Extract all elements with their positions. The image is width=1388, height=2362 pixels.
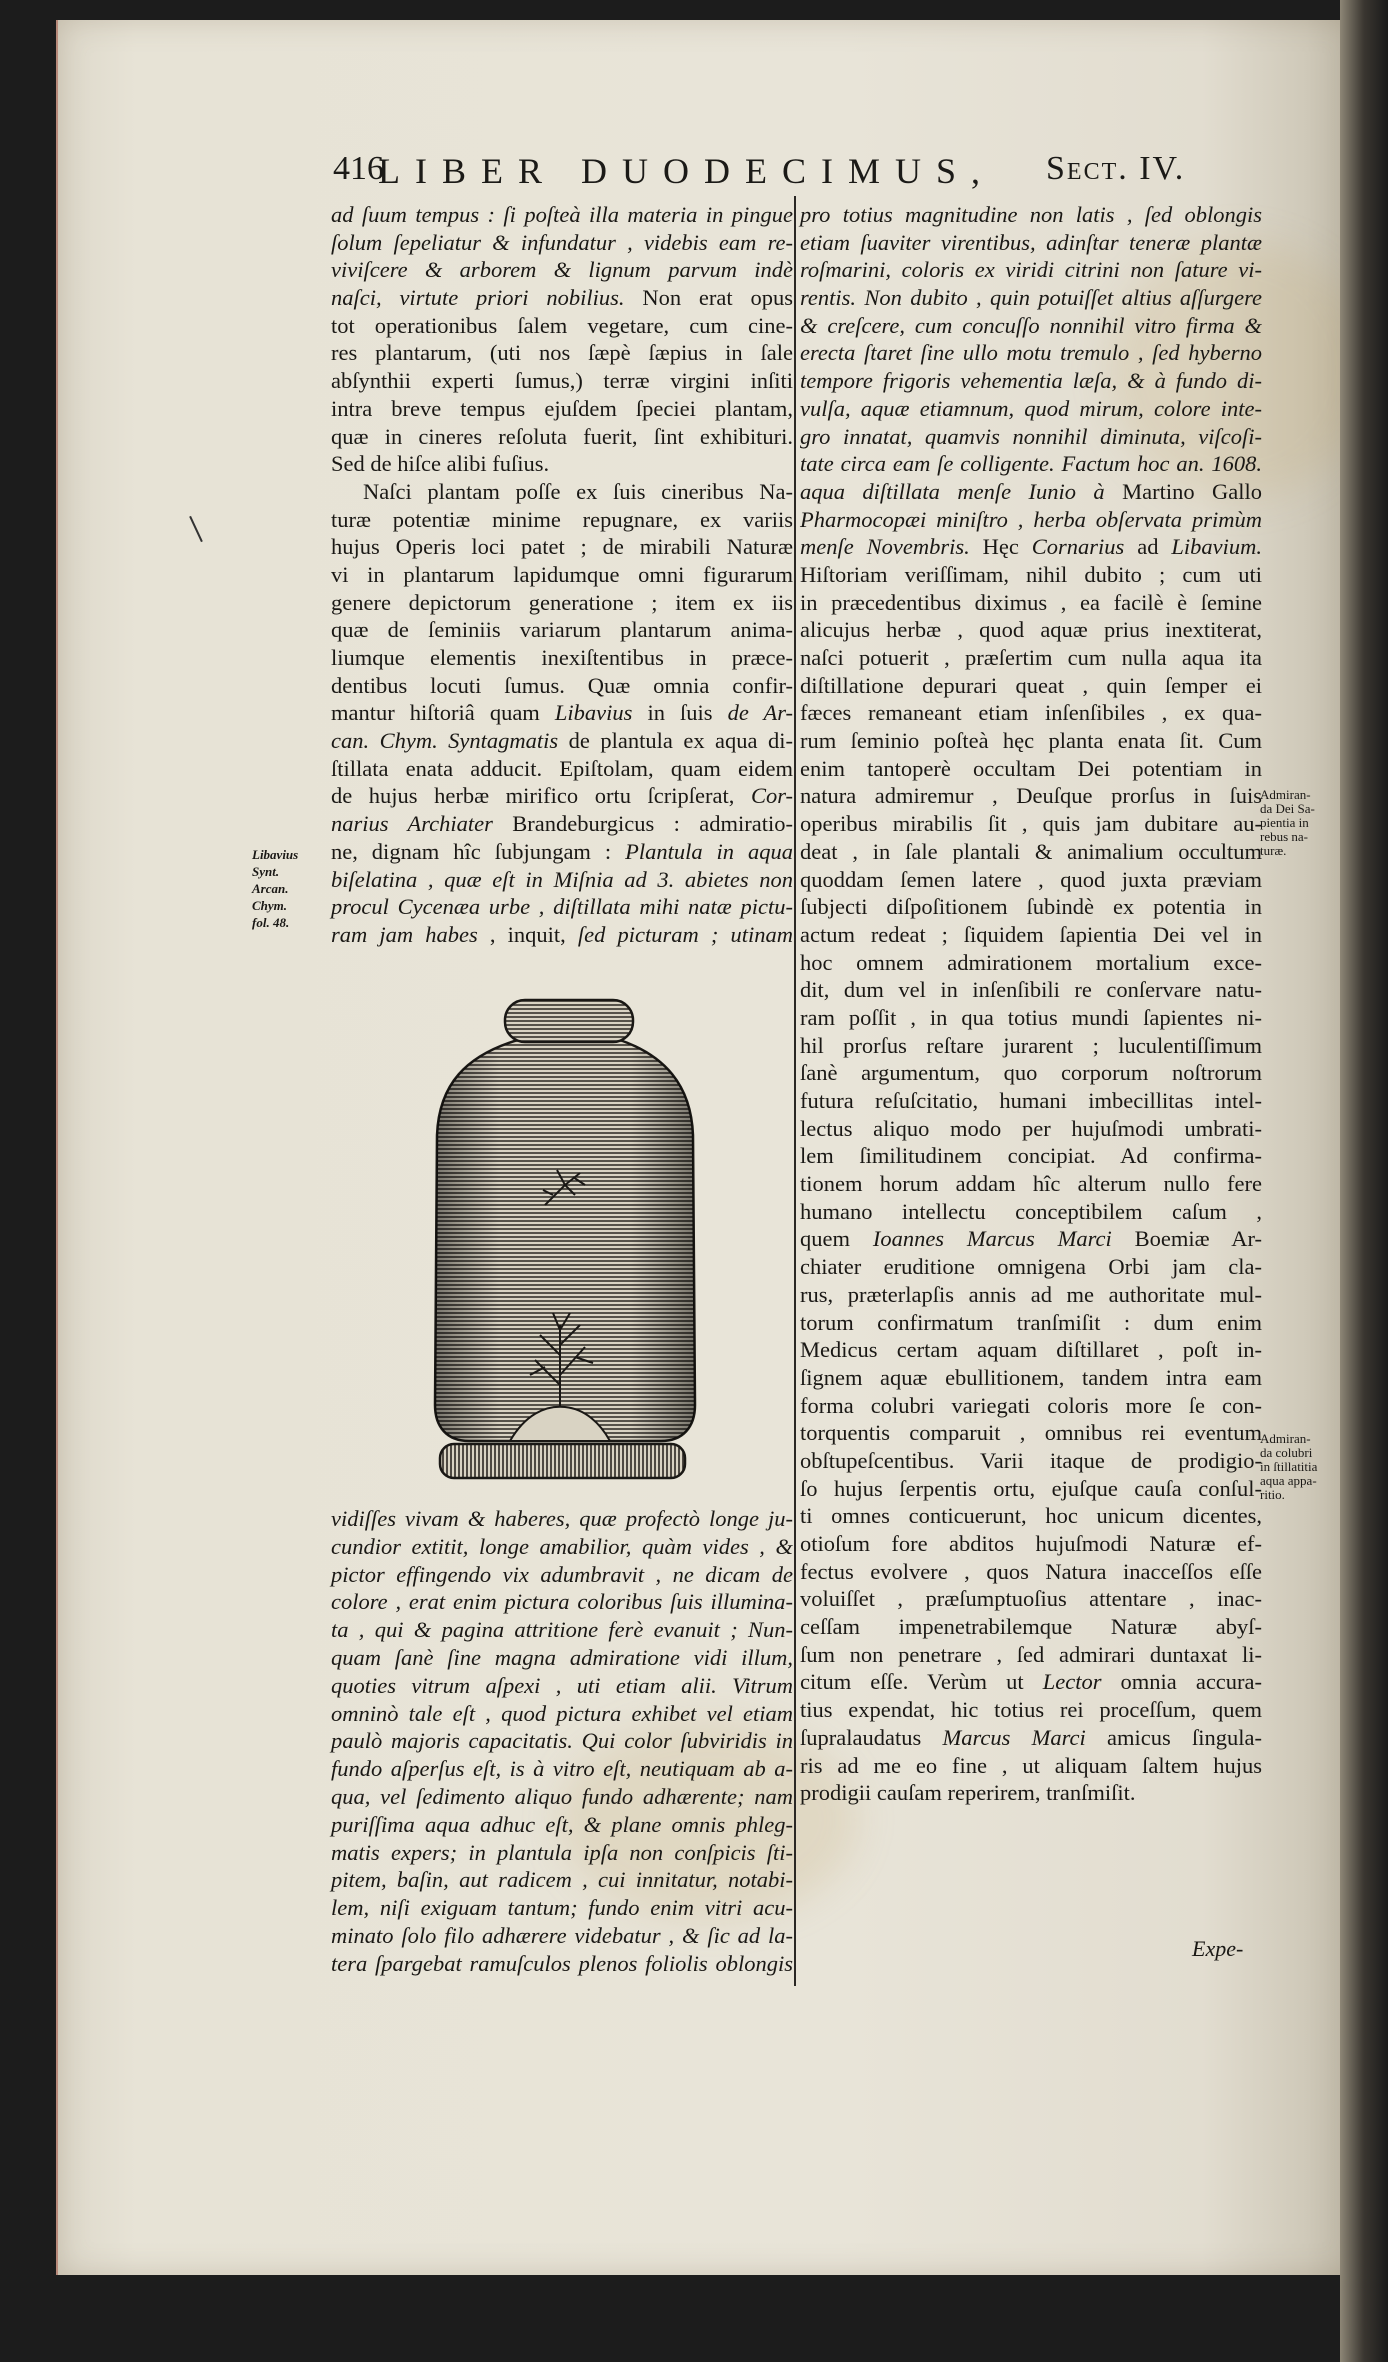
margin-note-line: Chym. — [252, 898, 288, 913]
italic-text: biſelatina , quæ eſt in Miſnia ad 3. abietes non — [331, 866, 793, 892]
text-line — [331, 1866, 793, 1894]
text-line — [800, 561, 1262, 589]
text-line — [331, 782, 793, 810]
text-line — [331, 1505, 793, 1533]
text-line — [331, 533, 793, 561]
roman-text: dentibus locuti ſumus. Quæ omnia confir- — [331, 672, 793, 698]
text-line — [800, 976, 1262, 1004]
roman-text: humano intellectu conceptibilem caſum , — [800, 1198, 1262, 1224]
text-line — [800, 1087, 1262, 1115]
text-line — [331, 644, 793, 672]
text-line — [800, 1502, 1262, 1530]
text-line — [331, 866, 793, 894]
text-line — [800, 423, 1262, 451]
italic-text: cundior extitit, longe amabilior, quàm vides , & — [331, 1533, 793, 1559]
roman-text: dit, dum vel in inſenſibili re conſervare natu- — [800, 977, 1262, 1003]
roman-text: torum confirmatum tranſmiſit : dum enim — [800, 1309, 1262, 1335]
text-line — [800, 1225, 1262, 1253]
roman-text: ad — [1124, 534, 1172, 560]
text-line — [331, 1755, 793, 1783]
jar-illustration — [425, 995, 705, 1485]
margin-note-line: in ſtillatitia — [1260, 1459, 1318, 1474]
roman-text: ris ad me eo fine , ut aliquam ſaltem hujus — [800, 1752, 1262, 1778]
italic-text: naſci, virtute priori nobilius. — [331, 285, 625, 311]
italic-text: puriſſima aqua adhuc eſt, & plane omnis phleg- — [331, 1811, 793, 1837]
roman-text: natura admiremur , Deuſque prorſus in ſuis — [800, 783, 1262, 809]
roman-text: amicus ſingula- — [1085, 1724, 1262, 1750]
text-line — [800, 1253, 1262, 1281]
text-line — [800, 1558, 1262, 1586]
jar-lid — [505, 1000, 633, 1042]
text-line — [331, 810, 793, 838]
text-line — [800, 893, 1262, 921]
text-line — [331, 921, 793, 949]
roman-text: Boemiæ Ar- — [1111, 1226, 1263, 1252]
roman-text: genere depictorum generatione ; item ex iis — [331, 589, 793, 615]
text-line — [800, 395, 1262, 423]
roman-text: fectus evolvere , quos Natura inacceſſos eſſe — [800, 1558, 1262, 1584]
text-line — [800, 616, 1262, 644]
text-line — [800, 256, 1262, 284]
text-line — [800, 1142, 1262, 1170]
roman-text: Medicus certam aquam diſtillaret , poſt in- — [800, 1337, 1262, 1363]
roman-text: deat , in ſale plantali & animalium occultum — [800, 838, 1262, 864]
italic-text: erecta ſtaret ſine ullo motu tremulo , ſed hyberno — [800, 340, 1262, 366]
text-line — [800, 782, 1262, 810]
roman-text: tionem horum addam hîc alterum nullo fere — [800, 1171, 1262, 1197]
roman-text: in ſuis — [632, 700, 728, 726]
roman-text: ceſſam impenetrabilemque Naturæ abyſ- — [800, 1614, 1262, 1640]
text-line — [331, 1727, 793, 1755]
text-line — [800, 478, 1262, 506]
italic-text: menſe Novembris. — [800, 534, 970, 560]
italic-text: & creſcere, cum concuſſo nonnihil vitro firma & — [800, 312, 1262, 338]
roman-text: res plantarum, (uti nos ſæpè ſæpius in ſale — [331, 340, 793, 366]
italic-text: Plantula in aqua — [625, 838, 793, 864]
roman-text: quem — [800, 1226, 873, 1252]
italic-text: etiam ſuaviter virentibus, adinſtar teneræ plantæ — [800, 229, 1262, 255]
text-line — [800, 589, 1262, 617]
roman-text: rum ſeminio poſteà hęc planta enata ſit. Cum — [800, 728, 1262, 754]
roman-text: in præcedentibus diximus , ea facilè è ſemine — [800, 589, 1262, 615]
text-line — [800, 866, 1262, 894]
text-line — [800, 727, 1262, 755]
italic-text: pictor effingendo vix adumbravit , ne dicam de — [331, 1561, 793, 1587]
margin-note-line: aqua appa- — [1260, 1473, 1317, 1488]
italic-text: ram jam habes — [331, 921, 478, 947]
italic-text: qua, vel ſedimento aliquo fundo adhærente; nam — [331, 1783, 793, 1809]
text-line — [800, 1475, 1262, 1503]
roman-text: quæ in cineres reſoluta fuerit, ſint exhibituri. — [331, 423, 793, 449]
margin-note-line: da Dei Sa- — [1260, 801, 1315, 816]
text-line — [331, 561, 793, 589]
italic-text: tera ſpargebat ramuſculos plenos foliolis oblongis — [331, 1950, 793, 1976]
margin-note-line: Libavius — [252, 847, 299, 862]
roman-text: lectus aliquo modo per hujuſmodi umbrati- — [800, 1115, 1262, 1141]
text-line — [331, 229, 793, 257]
margin-note-line: fol. 48. — [252, 915, 290, 930]
margin-note-line: turæ. — [1260, 843, 1287, 858]
text-line — [800, 1668, 1262, 1696]
text-line — [800, 533, 1262, 561]
text-line — [800, 672, 1262, 700]
text-line — [331, 838, 793, 866]
jar-base — [440, 1444, 685, 1478]
italic-text: roſmarini, coloris ex viridi citrini non ſature vi- — [800, 257, 1262, 283]
text-line — [331, 755, 793, 783]
text-line — [331, 1839, 793, 1867]
text-line — [800, 1115, 1262, 1143]
roman-text: otioſum fore abditos hujuſmodi Naturæ ef- — [800, 1531, 1262, 1556]
margin-note-line: Admiran- — [1260, 1431, 1311, 1446]
italic-text: de Ar- — [727, 700, 793, 726]
roman-text: Martino Gallo — [1122, 478, 1262, 504]
italic-text: Libavium. — [1171, 534, 1262, 560]
text-line — [800, 229, 1262, 257]
roman-text: mantur hiſtoriâ quam — [331, 700, 555, 726]
text-line — [331, 395, 793, 423]
roman-text: obſtupeſcentibus. Varii itaque de prodigio- — [800, 1447, 1262, 1473]
italic-text: lem, niſi exiguam tantum; fundo enim vitri acu- — [331, 1895, 793, 1921]
text-line — [800, 1585, 1262, 1613]
roman-text: de plantula ex aqua di- — [558, 728, 793, 754]
left-column-bottom-text — [331, 1505, 793, 1978]
margin-note-line: Arcan. — [252, 881, 289, 896]
text-line — [331, 589, 793, 617]
text-line — [331, 256, 793, 284]
italic-text: quam ſanè ſine magna admiratione vidi illum, — [331, 1644, 793, 1670]
text-line — [800, 699, 1262, 727]
roman-text: vi in plantarum lapidumque omni figurarum — [331, 561, 793, 587]
italic-text: pro totius magnitudine non latis , ſed oblongis — [800, 202, 1262, 227]
margin-note-line: pientia in — [1260, 815, 1309, 830]
roman-text: ſubjecti diſpoſitionem ſubindè ex potentia in — [800, 894, 1262, 920]
jar-body — [435, 1039, 695, 1441]
roman-text: torquentis comparuit , omnibus rei eventum — [800, 1420, 1262, 1446]
italic-text: ad ſuum tempus : ſi poſteà illa materia in pingue — [331, 202, 793, 227]
roman-text: chiater eruditione omnigena Orbi jam cla- — [800, 1254, 1262, 1280]
roman-text: Sed de hiſce alibi fuſius. — [331, 451, 550, 477]
text-line — [800, 339, 1262, 367]
text-line — [800, 1364, 1262, 1392]
text-line — [800, 1752, 1262, 1780]
text-line — [800, 755, 1262, 783]
text-line — [800, 644, 1262, 672]
text-line — [331, 367, 793, 395]
text-line — [331, 284, 793, 312]
italic-text: fundo aſperſus eſt, is à vitro eſt, neutiquam ab a- — [331, 1756, 793, 1782]
text-line — [800, 1309, 1262, 1337]
margin-note-line: da colubri — [1260, 1445, 1313, 1460]
roman-text: hil prorſus reſtare jurarent ; luculentiſſimum — [800, 1032, 1262, 1058]
text-line — [331, 1616, 793, 1644]
roman-text: ti omnes conticuerunt, hoc unicum dicentes, — [800, 1503, 1262, 1529]
text-line — [331, 506, 793, 534]
book-gutter — [1340, 0, 1388, 2362]
roman-text: futura reſuſcitatio, humani imbecillitas intel- — [800, 1088, 1262, 1113]
italic-text: Pharmocopæi miniſtro , herba obſervata primùm — [800, 506, 1262, 532]
margin-note-divine-wisdom — [1260, 788, 1315, 858]
italic-text: Lector — [1042, 1669, 1102, 1695]
roman-text: citum eſſe. Verùm ut — [800, 1669, 1043, 1695]
roman-text: liumque elementis inexiſtentibus in præce- — [331, 645, 793, 670]
roman-text: turæ potentiæ minime repugnare, ex variis — [331, 506, 793, 532]
text-line — [800, 201, 1262, 229]
text-line — [331, 1588, 793, 1616]
text-line — [800, 367, 1262, 395]
roman-text: abſynthii experti ſumus,) terræ virgini inſiti — [331, 368, 793, 394]
roman-text: de hujus herbæ mirifico ortu ſcripſerat, — [331, 783, 751, 809]
text-line — [331, 1950, 793, 1978]
running-title: LIBER DUODECIMUS, — [378, 151, 996, 191]
roman-text: operibus mirabilis ſit , quis jam dubitare au- — [800, 811, 1262, 837]
right-column-text — [800, 201, 1262, 1807]
roman-text: Brandeburgicus : admiratio- — [492, 811, 793, 837]
roman-text: ram poſſit , in qua totius mundi ſapientes ni- — [800, 1004, 1262, 1030]
text-line — [331, 1644, 793, 1672]
italic-text: Marcus Marci — [942, 1724, 1086, 1750]
text-line — [800, 312, 1262, 340]
roman-text: fæces remaneant etiam inſenſibiles , ex qua- — [800, 700, 1262, 726]
text-line — [800, 284, 1262, 312]
text-line — [800, 1419, 1262, 1447]
text-line — [800, 1170, 1262, 1198]
text-line — [331, 423, 793, 451]
left-column-top-text — [331, 201, 793, 949]
text-line — [800, 506, 1262, 534]
text-line — [800, 1724, 1262, 1752]
margin-note-line: ritio. — [1260, 1487, 1285, 1502]
italic-text: gro innatat, quamvis nonnihil diminuta, viſcoſi- — [800, 423, 1262, 449]
page-number: 416 — [333, 150, 384, 187]
italic-text: pitem, baſin, aut radicem , cui innitatur, notabi- — [331, 1867, 793, 1893]
roman-text: ſupralaudatus — [800, 1724, 943, 1750]
text-line — [331, 1783, 793, 1811]
italic-text: Cor- — [750, 783, 793, 809]
roman-text: naſci potuerit , præſertim cum nulla aqua ita — [800, 645, 1262, 670]
text-line — [331, 1561, 793, 1589]
margin-note-line: rebus na- — [1260, 829, 1309, 844]
text-line — [331, 616, 793, 644]
margin-note-serpent — [1260, 1432, 1317, 1502]
roman-text: forma colubri variegati coloris more ſe con- — [800, 1392, 1262, 1418]
text-line — [800, 450, 1262, 478]
text-line — [800, 1641, 1262, 1669]
text-line — [331, 1672, 793, 1700]
roman-text: ſum non penetrare , ſed admirari duntaxat li- — [800, 1641, 1262, 1667]
italic-text: tate circa eam ſe colligente. Factum hoc an. 1608. — [800, 451, 1262, 477]
roman-text: alicujus herbæ , quod aquæ prius inextiterat, — [800, 617, 1262, 643]
italic-text: viviſcere & arborem & lignum parvum indè — [331, 257, 793, 283]
italic-text: narius Archiater — [331, 811, 493, 837]
italic-text: vulſa, aquæ etiamnum, quod mirum, colore inte- — [800, 395, 1262, 421]
text-line — [800, 1281, 1262, 1309]
roman-text: prodigii cauſam reperirem, tranſmiſit. — [800, 1780, 1136, 1806]
text-line — [800, 838, 1262, 866]
text-line — [800, 1613, 1262, 1641]
text-line — [800, 1392, 1262, 1420]
margin-note-libavius — [252, 846, 298, 931]
roman-text: quæ de ſeminiis variarum plantarum anima- — [331, 617, 793, 643]
italic-text: matis expers; in plantula ipſa non conſpicis ſti- — [331, 1839, 793, 1865]
italic-text: quoties vitrum aſpexi , uti etiam alii. Vitrum — [331, 1672, 793, 1698]
roman-text: hujus Operis loci patet ; de mirabili Naturæ — [331, 534, 793, 560]
margin-note-line: Synt. — [252, 864, 280, 879]
text-line — [800, 810, 1262, 838]
roman-text: enim tantoperè occultam Dei potentiam in — [800, 755, 1262, 781]
roman-text: hoc omnem admirationem mortalium exce- — [800, 949, 1262, 975]
text-line — [331, 312, 793, 340]
italic-text: ſed picturam ; utinam — [577, 921, 793, 947]
catchword: Expe- — [1192, 1936, 1244, 1961]
text-line — [800, 1696, 1262, 1724]
column-rule — [794, 196, 796, 1986]
roman-text: Non erat opus — [624, 285, 793, 311]
text-line — [331, 201, 793, 229]
italic-text: minato ſolo filo adhærere videbatur , & ſic ad la- — [331, 1922, 793, 1948]
italic-text: aqua diſtillata menſe Iunio à — [800, 478, 1123, 504]
italic-text: procul Cycenæa urbe , diſtillata mihi natæ pictu- — [331, 894, 793, 920]
text-line — [800, 949, 1262, 977]
text-line — [800, 921, 1262, 949]
section-label: Sect. IV. — [1046, 150, 1186, 187]
italic-text: rentis. Non dubito , quin potuiſſet altius aſſurgere — [800, 285, 1262, 311]
italic-text: colore , erat enim pictura coloribus ſuis illumina- — [331, 1589, 793, 1615]
italic-text: ſolum ſepeliatur & infundatur , videbis eam re- — [331, 229, 793, 255]
roman-text: ſtillata enata adducit. Epiſtolam, quam eidem — [331, 755, 793, 781]
text-line — [800, 1004, 1262, 1032]
text-line — [800, 1530, 1262, 1558]
roman-text: tot operationibus ſalem vegetare, cum cine- — [331, 312, 793, 338]
text-line — [331, 1894, 793, 1922]
text-line — [331, 672, 793, 700]
roman-text: ne, dignam hîc ſubjungam : — [331, 838, 626, 864]
text-line — [331, 1533, 793, 1561]
italic-text: tempore frigoris vehementia læſa, & à fundo di- — [800, 368, 1262, 394]
text-line — [331, 1811, 793, 1839]
italic-text: omninò tale eſt , quod pictura exhibet vel etiam — [331, 1700, 793, 1726]
roman-text: intra breve tempus ejuſdem ſpeciei plantam, — [331, 395, 793, 421]
roman-text: Hęc — [969, 534, 1032, 560]
text-line — [331, 1700, 793, 1728]
roman-text: voluiſſet , præſumptuoſius attentare , inac- — [800, 1586, 1262, 1612]
roman-text: rus, præterlapſis annis ad me authoritate mul- — [800, 1281, 1262, 1307]
text-line — [800, 1032, 1262, 1060]
roman-text: ſanè argumentum, quo corporum noſtrorum — [800, 1060, 1262, 1086]
roman-text: actum redeat ; ſiquidem ſapientia Dei vel in — [800, 921, 1262, 947]
roman-text: , inquit, — [477, 921, 578, 947]
roman-text: ſignem aquæ ebullitionem, tandem intra eam — [800, 1364, 1262, 1390]
text-line — [331, 478, 793, 506]
text-line — [800, 1198, 1262, 1226]
text-line — [800, 1779, 1262, 1807]
roman-text: lem ſimilitudinem concipiat. Ad confirma- — [800, 1143, 1262, 1169]
margin-note-line: Admiran- — [1260, 787, 1311, 802]
text-line — [331, 893, 793, 921]
italic-text: paulò majoris capacitatis. Qui color ſubviridis in — [331, 1728, 793, 1754]
roman-text: quoddam ſemen latere , quod juxta præviam — [800, 866, 1262, 892]
roman-text: diſtillatione depurari queat , quin ſemper ei — [800, 672, 1262, 698]
italic-text: can. Chym. Syntagmatis — [331, 728, 559, 754]
italic-text: Libavius — [554, 700, 633, 726]
italic-text: vidiſſes vivam & haberes, quæ profectò longe ju- — [331, 1506, 793, 1531]
roman-text: ſo hujus ſerpentis ortu, ejuſque cauſa conſul- — [800, 1475, 1262, 1501]
text-line — [800, 1059, 1262, 1087]
roman-text: Naſci plantam poſſe ex ſuis cineribus Na- — [363, 478, 793, 504]
roman-text: Hiſtoriam veriſſimam, nihil dubito ; cum uti — [800, 561, 1262, 587]
text-line — [800, 1447, 1262, 1475]
text-line — [331, 450, 793, 478]
italic-text: ta , qui & pagina attritione ferè evanuit ; Nun- — [331, 1617, 793, 1643]
roman-text: tius expendat, hic totius rei proceſſum, quem — [800, 1697, 1262, 1723]
text-line — [331, 339, 793, 367]
italic-text: Ioannes Marcus Marci — [872, 1226, 1112, 1252]
italic-text: Cornarius — [1031, 534, 1125, 560]
text-line — [331, 727, 793, 755]
roman-text: omnia accura- — [1101, 1669, 1263, 1695]
text-line — [331, 1922, 793, 1950]
text-line — [800, 1336, 1262, 1364]
text-line — [331, 699, 793, 727]
